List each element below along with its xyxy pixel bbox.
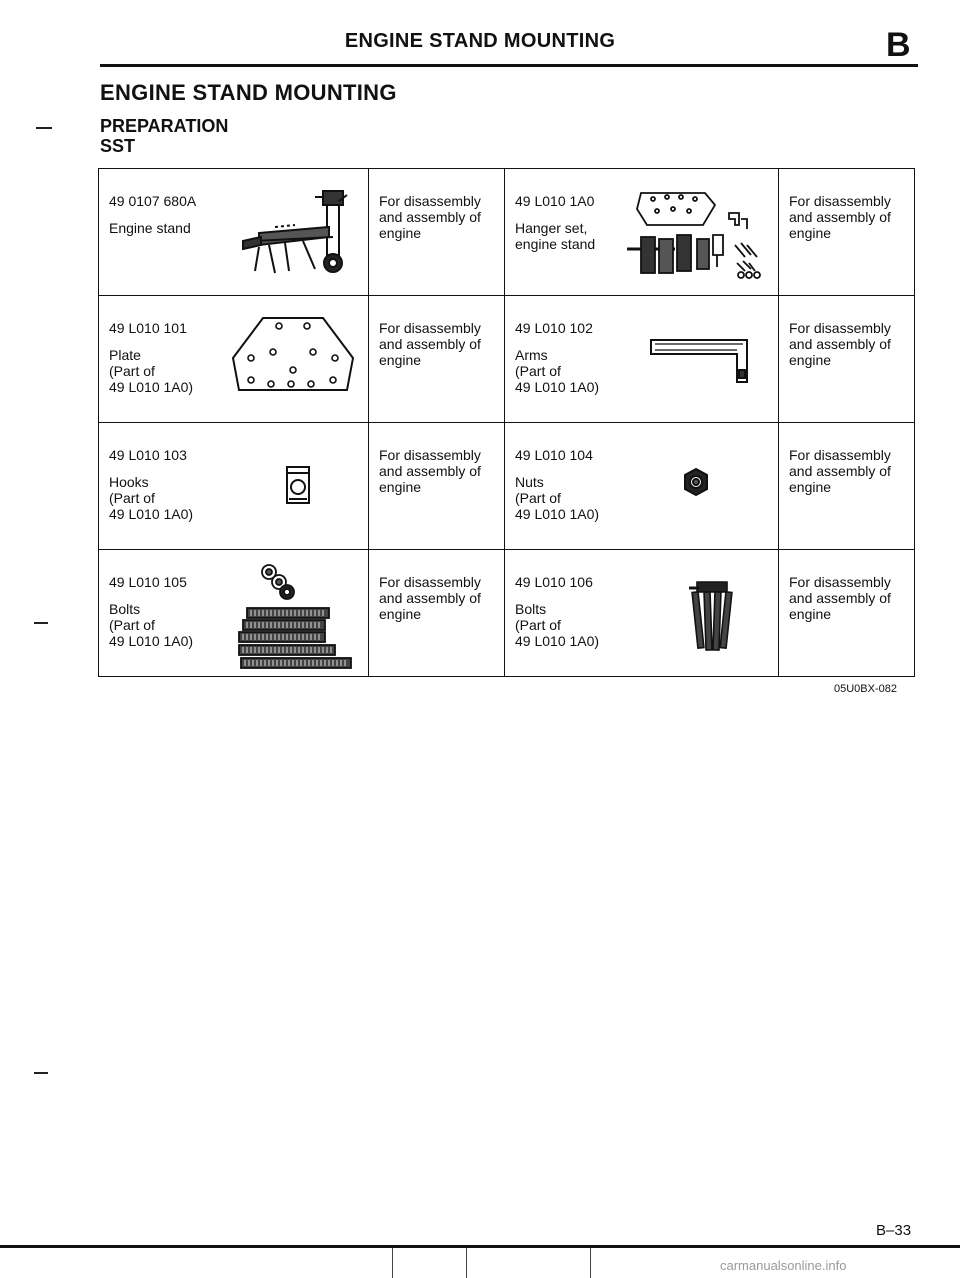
watermark: carmanualsonline.info — [720, 1258, 847, 1273]
purpose-cell — [779, 169, 915, 296]
tool-cell — [505, 423, 779, 550]
purpose-text: and assembly of — [379, 590, 481, 606]
tool-part-of: 49 L010 1A0) — [109, 379, 194, 395]
purpose-text: For disassembly — [789, 193, 891, 209]
tool-cell — [505, 169, 779, 296]
nut-icon — [681, 467, 711, 497]
arm-icon — [649, 336, 759, 386]
purpose-cell — [369, 423, 505, 550]
purpose-text: and assembly of — [789, 336, 891, 352]
sst-table — [98, 168, 915, 677]
purpose-cell — [369, 550, 505, 677]
purpose-text: For disassembly — [379, 320, 481, 336]
running-header-title: ENGINE STAND MOUNTING — [344, 30, 616, 52]
tool-part-of: 49 L010 1A0) — [515, 633, 600, 649]
purpose-text: and assembly of — [379, 336, 481, 352]
tool-cell — [99, 296, 369, 423]
margin-mark — [36, 127, 52, 129]
tool-cell — [99, 423, 369, 550]
tool-name-line-2: engine stand — [515, 236, 596, 252]
tool-cell — [505, 550, 779, 677]
hanger-set-icon — [617, 187, 777, 287]
purpose-text: engine — [379, 352, 422, 368]
purpose-text: For disassembly — [379, 447, 481, 463]
plate-icon — [229, 314, 357, 402]
tool-part-of: (Part of — [515, 490, 561, 506]
tool-name: Plate — [109, 347, 141, 363]
purpose-cell — [779, 423, 915, 550]
tool-part-of: (Part of — [109, 363, 155, 379]
tool-number: 49 L010 103 — [109, 447, 187, 463]
figure-code: 05U0BX-082 — [834, 683, 897, 695]
table-row — [99, 296, 915, 423]
purpose-text: engine — [379, 225, 422, 241]
tool-cell — [505, 296, 779, 423]
tool-name: Bolts — [515, 601, 547, 617]
purpose-text: and assembly of — [789, 590, 891, 606]
margin-mark — [34, 622, 48, 624]
tool-number: 49 L010 101 — [109, 320, 187, 336]
purpose-text: and assembly of — [789, 209, 891, 225]
tool-part-of: 49 L010 1A0) — [515, 506, 600, 522]
purpose-text: For disassembly — [379, 193, 481, 209]
tool-name: Nuts — [515, 474, 544, 490]
tool-number: 49 L010 1A0 — [515, 193, 595, 209]
purpose-text: engine — [379, 606, 422, 622]
page-number: B–33 — [876, 1222, 912, 1239]
purpose-text: and assembly of — [379, 463, 481, 479]
tool-number: 49 L010 104 — [515, 447, 593, 463]
tool-cell — [99, 169, 369, 296]
table-row — [99, 169, 915, 296]
purpose-text: For disassembly — [789, 320, 891, 336]
purpose-text: and assembly of — [379, 209, 481, 225]
tool-part-of: (Part of — [109, 490, 155, 506]
tool-part-of: (Part of — [515, 617, 561, 633]
purpose-text: For disassembly — [379, 574, 481, 590]
tool-name: Hooks — [109, 474, 149, 490]
tool-number: 49 L010 102 — [515, 320, 593, 336]
footer-tick — [392, 1248, 393, 1278]
short-bolts-icon — [683, 578, 737, 654]
footer-tick — [466, 1248, 467, 1278]
purpose-cell — [369, 296, 505, 423]
tool-name: Hanger set, — [515, 220, 588, 236]
tool-number: 49 L010 106 — [515, 574, 593, 590]
purpose-text: engine — [789, 225, 832, 241]
tool-part-of: (Part of — [515, 363, 561, 379]
margin-mark — [34, 1072, 48, 1074]
engine-stand-icon — [239, 183, 349, 275]
tool-part-of: (Part of — [109, 617, 155, 633]
purpose-text: and assembly of — [789, 463, 891, 479]
page-title: ENGINE STAND MOUNTING — [100, 80, 397, 105]
subheading-preparation: PREPARATION — [100, 116, 229, 136]
tool-part-of: 49 L010 1A0) — [515, 379, 600, 395]
purpose-text: For disassembly — [789, 574, 891, 590]
purpose-text: engine — [789, 352, 832, 368]
purpose-cell — [369, 169, 505, 296]
tool-number: 49 L010 105 — [109, 574, 187, 590]
tool-name: Arms — [515, 347, 548, 363]
footer-tick — [590, 1248, 591, 1278]
purpose-text: engine — [379, 479, 422, 495]
header-rule — [100, 64, 918, 67]
table-row — [99, 423, 915, 550]
purpose-text: engine — [789, 606, 832, 622]
tool-name: Engine stand — [109, 220, 191, 236]
tool-name: Bolts — [109, 601, 141, 617]
subheading-sst: SST — [100, 136, 136, 156]
purpose-text: For disassembly — [789, 447, 891, 463]
purpose-cell — [779, 296, 915, 423]
table-row — [99, 550, 915, 677]
tool-cell — [99, 550, 369, 677]
purpose-text: engine — [789, 479, 832, 495]
purpose-cell — [779, 550, 915, 677]
tool-number: 49 0107 680A — [109, 193, 197, 209]
tool-part-of: 49 L010 1A0) — [109, 633, 194, 649]
footer-rule — [0, 1245, 960, 1248]
tool-part-of: 49 L010 1A0) — [109, 506, 194, 522]
section-letter: B — [886, 26, 911, 64]
hook-icon — [283, 465, 313, 505]
long-bolts-icon — [225, 562, 355, 670]
